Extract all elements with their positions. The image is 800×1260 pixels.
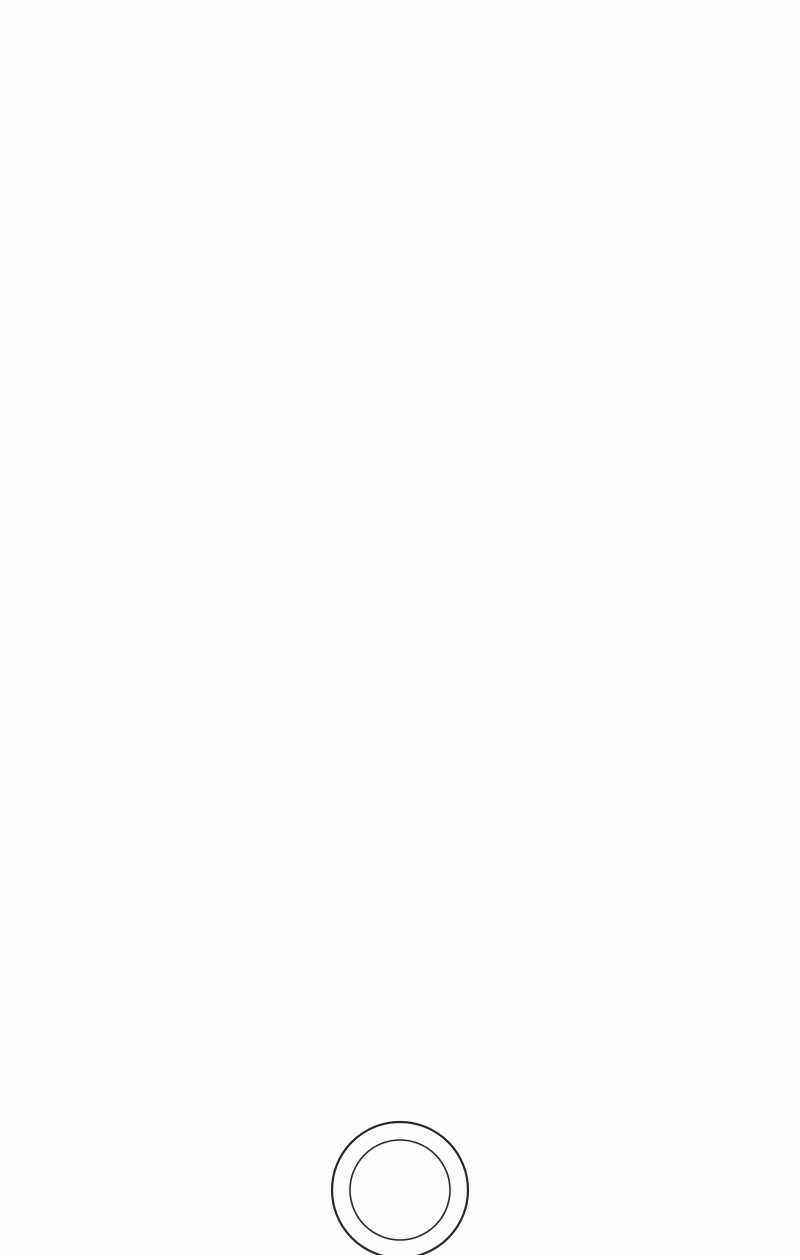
library-stamp-seal (310, 1110, 490, 1255)
library-stamp (310, 1110, 490, 1255)
